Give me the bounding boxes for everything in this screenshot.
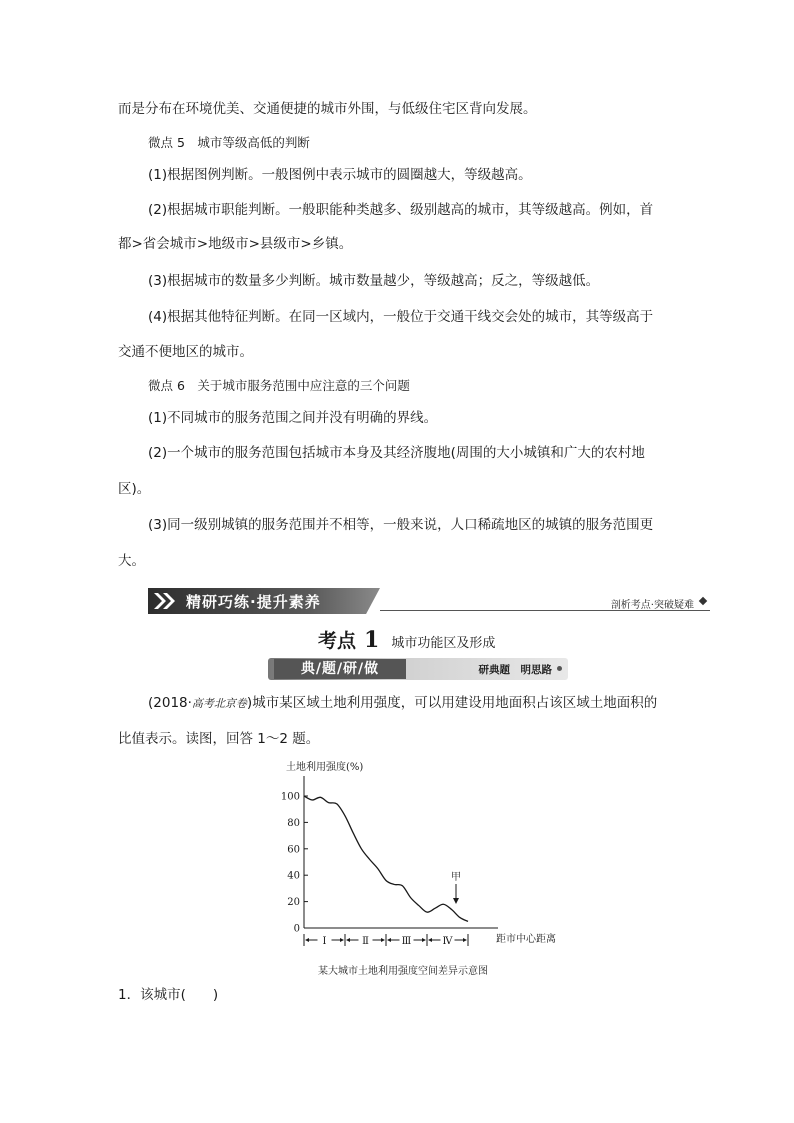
subpoint-heading: 微点 5 城市等级高低的判断 <box>148 135 310 150</box>
text-line: (1)不同城市的服务范围之间并没有明确的界线。 <box>148 410 438 426</box>
text-line: (2)根据城市职能判断。一般职能种类越多、级别越高的城市，其等级越高。例如，首 <box>148 202 654 218</box>
y-tick-label: 40 <box>287 870 300 882</box>
text-line: (4)根据其他特征判断。在同一区域内，一般位于交通干线交会处的城市，其等级高于 <box>148 309 654 325</box>
zone-arrowhead <box>381 938 385 942</box>
text-line: 交通不便地区的城市。 <box>118 344 253 360</box>
land-use-chart <box>270 756 570 986</box>
section-banner <box>148 588 708 614</box>
annotation-arrowhead <box>453 898 459 904</box>
text-line: 区)。 <box>118 481 151 497</box>
text-line: (3)根据城市的数量多少判断。城市数量越少，等级越高；反之，等级越低。 <box>148 273 600 289</box>
sub-banner-subtitle: 研典题 明思路 <box>478 664 552 676</box>
question-stem-text: )城市某区域土地利用强度，可以用建设用地面积占该区域土地面积的 <box>246 695 658 711</box>
zone-arrowhead <box>387 938 391 942</box>
banner-title: 精研巧练·提升素养 <box>186 593 321 611</box>
double-chevron-icon <box>152 592 178 610</box>
chart-x-axis-label: 距市中心距离 <box>496 934 556 945</box>
text-line: 大。 <box>118 553 145 569</box>
question-source: 高考北京卷 <box>191 697 247 710</box>
zone-label: Ⅱ <box>362 936 369 947</box>
kaodian-title: 城市功能区及形成 <box>391 636 496 651</box>
y-tick-label: 20 <box>287 897 300 909</box>
zone-arrowhead <box>340 938 344 942</box>
question-year: (2018· <box>148 695 192 711</box>
text-line: 而是分布在环境优美、交通便捷的城市外围，与低级住宅区背向发展。 <box>118 101 537 117</box>
chart-title: 某大城市土地利用强度空间差异示意图 <box>318 966 488 977</box>
question-1: 1．该城市( ) <box>118 987 219 1003</box>
zone-label: Ⅳ <box>442 936 453 947</box>
text-line: (1)根据图例判断。一般图例中表示城市的圆圈越大，等级越高。 <box>148 167 532 183</box>
zone-arrowhead <box>422 938 426 942</box>
zone-arrowhead <box>346 938 350 942</box>
zone-arrowhead <box>463 938 467 942</box>
y-tick-label: 60 <box>287 844 300 856</box>
zone-arrowhead <box>305 938 309 942</box>
dot-icon <box>557 666 562 671</box>
annotation-jia <box>451 871 461 904</box>
diamond-icon <box>699 597 707 605</box>
kaodian-heading <box>318 626 495 653</box>
sub-banner-title: 典/题/研/做 <box>274 659 406 679</box>
series-line <box>304 796 468 921</box>
question-stem-line1 <box>148 694 708 713</box>
text-line: (2)一个城市的服务范围包括城市本身及其经济腹地(周围的大小城镇和广大的农村地 <box>148 445 645 461</box>
question-stem-line2: 比值表示。读图，回答 1～2 题。 <box>118 731 320 747</box>
zone-arrowhead <box>428 938 432 942</box>
text-line: 都>省会城市>地级市>县级市>乡镇。 <box>118 236 353 252</box>
banner-subtitle: 剖析考点·突破疑难 <box>610 600 694 611</box>
kaodian-number: 1 <box>364 627 380 653</box>
zone-label: Ⅲ <box>401 936 412 947</box>
y-tick-label: 100 <box>280 791 300 803</box>
annotation-label: 甲 <box>451 872 461 883</box>
y-tick-label: 80 <box>287 817 300 829</box>
y-tick-label: 0 <box>293 923 300 935</box>
text-line: (3)同一级别城镇的服务范围并不相等，一般来说，人口稀疏地区的城镇的服务范围更 <box>148 517 654 533</box>
chart-y-axis-label: 土地利用强度(%) <box>286 762 364 773</box>
subpoint-heading: 微点 6 关于城市服务范围中应注意的三个问题 <box>148 378 410 393</box>
zone-label: Ⅰ <box>322 936 327 947</box>
sub-banner <box>268 658 568 680</box>
kaodian-label: 考点 <box>318 630 357 652</box>
